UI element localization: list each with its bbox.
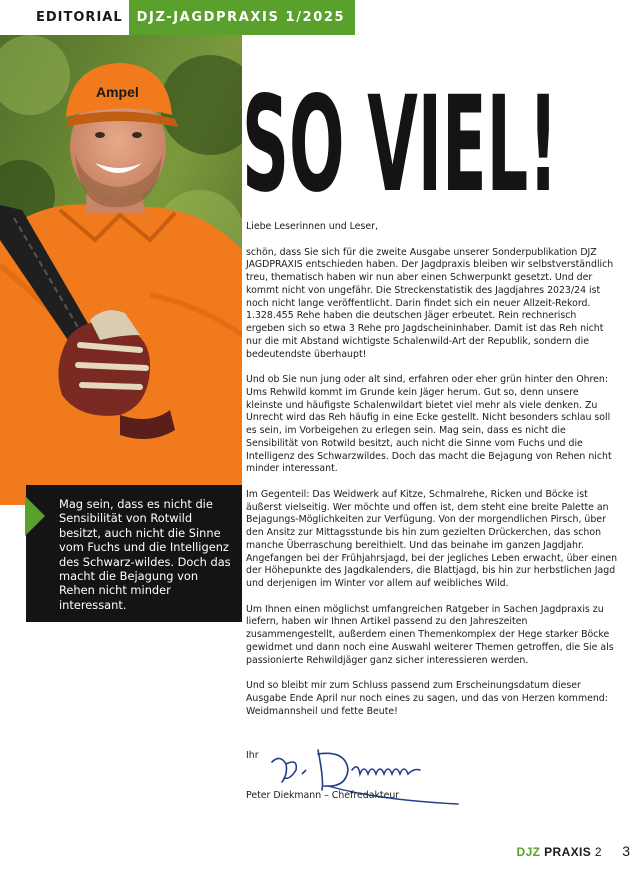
headline [242,86,562,198]
paragraph: Und ob Sie nun jung oder alt sind, erfahren oder eher grün hinter den Ohren: Ums Rehwild kommt im Grunde kein Jäger herum. Gut so, denn unsere kleinste und häufigste Schalenwildart bietet viel mehr als viele denken. Zu Unrecht wird das Reh häufig in eine Ecke gestellt. Nicht besonders schlau soll es sein, im Vorbeigehen zu erlegen sein. Mag sein, dass es nicht die Sensibilität von Rotwild besitzt, auch nicht die Sinne vom Fuchs und die Intelligenz des Schwarzwildes. Doch das macht die Bejagung von Rehen nicht minder interessant. [246,374,612,475]
footer-brand [517,845,603,859]
sign-prefix: Ihr [246,750,259,761]
pull-quote-text: Mag sein, dass es nicht die Sensibilität von Rotwild besitzt, auch nicht die Sinne vom Fuchs und die Intelligenz des Schwarz-wildes. Doch das macht die Bejagung von Rehen nicht minder interessant. [59,497,231,612]
brand-djz: DJZ [516,845,541,859]
quote-triangle-icon [25,496,45,536]
cap-logo-text: Ampel [96,84,139,100]
pull-quote-box [26,485,242,622]
issue-label: DJZ-JAGDPRAXIS 1/2025 [129,0,356,35]
greeting: Liebe Leserinnen und Leser, [246,221,378,232]
brand-praxis: PRAXIS [544,845,592,859]
section-banner [0,0,355,35]
editor-photo [0,35,242,505]
headline-text: SO VIEL! [242,86,558,198]
paragraph: Im Gegenteil: Das Weidwerk auf Kitze, Schmalrehe, Ricken und Böcke ist äußerst vielseitig. Wer möchte und offen ist, dem steht eine breite Palette an Bejagungs-Möglichkeiten zur Verfügung. Von der morgendlichen Pirsch, über den Ansitz zur Mittagsstunde bis hin zum gezielten Drückerchen, das schon manche Überraschung bereithielt. Und das beinahe im ganzen Jagdjahr. Angefangen bei der Frühjahrsjagd, bei der jegliches Leben erwacht, über einen der Höhepunkte des Jagdkalenders, die Blattjagd, bis hin zur herbstlichen Jagd und derjenigen im Winter vor allem auf weibliches Wild. [246,488,618,589]
signer-name: Peter Diekmann – Chefredakteur [246,790,400,801]
paragraph: Und so bleibt mir zum Schluss passend zum Erscheinungsdatum dieser Ausgabe Ende April nur noch eines zu sagen, und das von Herzen kommend: Weidmannsheil und fette Beute! [246,680,608,717]
editorial-body [246,221,618,731]
paragraph: schön, dass Sie sich für die zweite Ausgabe unserer Sonderpublikation DJZ JAGDPRAXIS entschieden haben. Der Jagdpraxis bleiben wir selbstverständlich treu, thematisch haben wir nun aber einen Schwerpunkt gesetzt. Und der kommt nicht von ungefähr. Die Streckenstatistik des Jagdjahres 2023/24 ist noch nicht lange veröffentlicht. Darin findet sich ein neuer Allzeit-Rekord. 1.328.455 Rehe haben die deutschen Jäger erbeutet. Rein rechnerisch ergeben sich so etwa 3 Rehe pro Jagdscheininhaber. Damit ist das Reh nicht nur die mit Abstand wichtigste Schalenwild-Art der Republik, sondern die bedeutendste überhaupt! [246,246,614,360]
department-label: EDITORIAL [0,0,129,35]
brand-issue-number: 2 [594,845,602,859]
page-number: 3 [622,843,630,859]
paragraph: Um Ihnen einen möglichst umfangreichen Ratgeber in Sachen Jagdpraxis zu liefern, haben wir Ihnen Artikel passend zu den Jahreszeiten zusammengestellt, außerdem einen Themenkomplex der Hege starker Böcke gewidmet und dann noch eine Auswahl weiterer Themen getroffen, die Sie als passionierte Rehwildjäger ganz sicher interessieren werden. [246,603,614,666]
